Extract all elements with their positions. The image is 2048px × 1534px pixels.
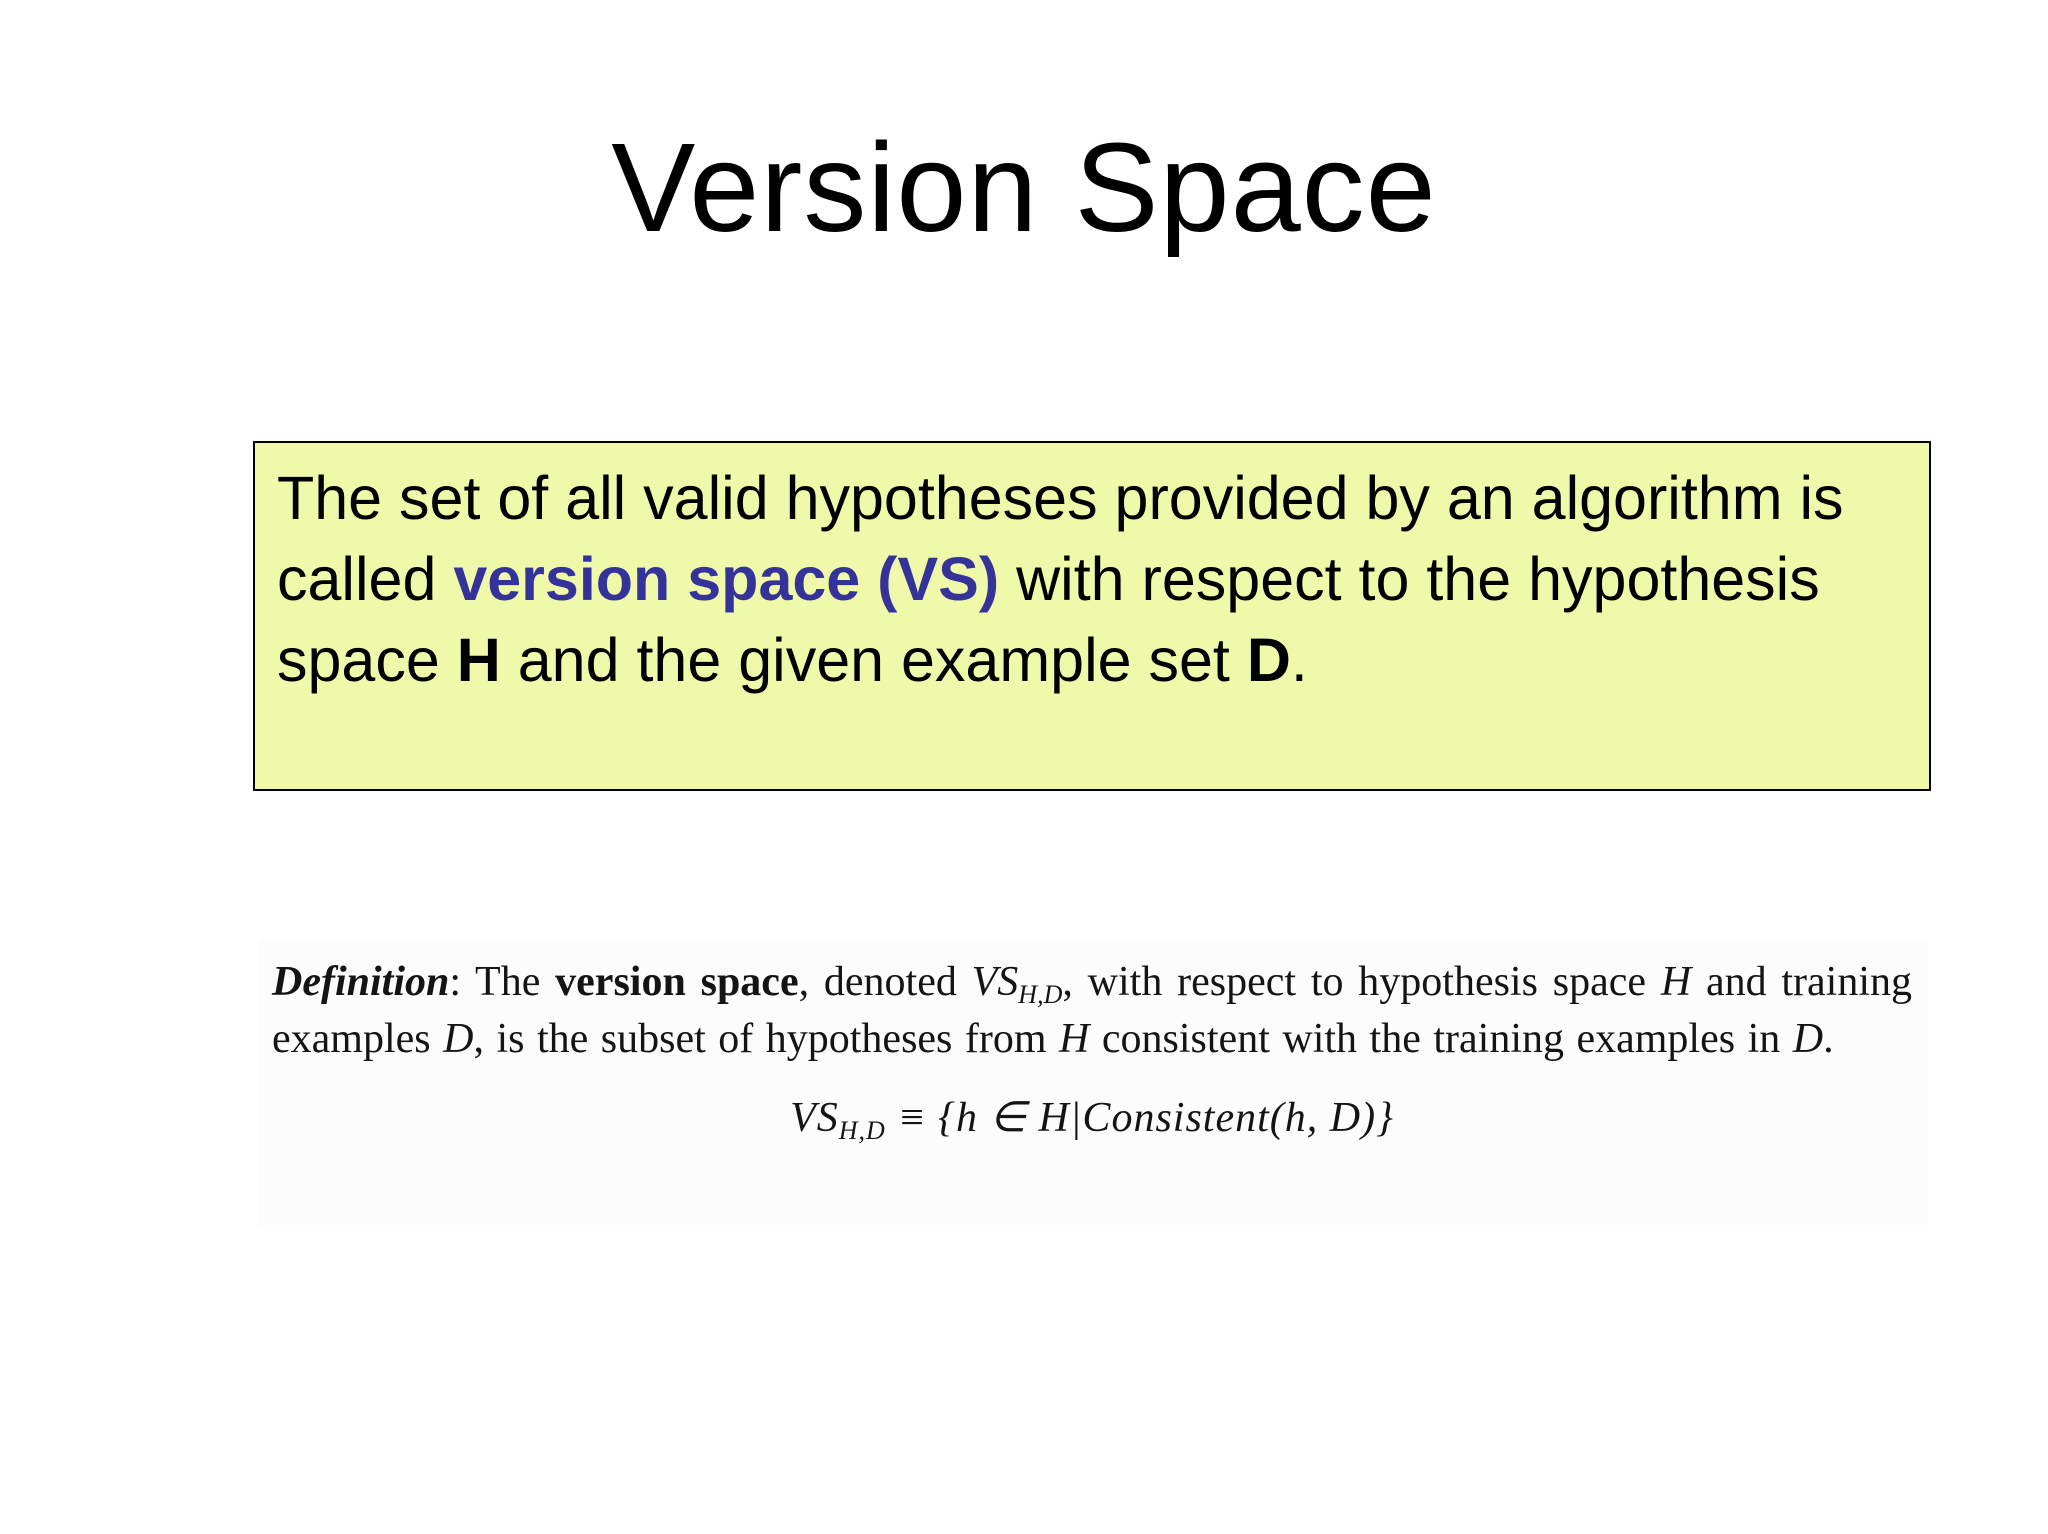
callout-symbol-d: D xyxy=(1246,626,1291,694)
version-space-callout xyxy=(253,441,1931,791)
definition-excerpt xyxy=(258,940,1928,1226)
definition-text-part: : The xyxy=(449,959,556,1005)
definition-text-part: . xyxy=(1823,1016,1834,1062)
definition-term: version space xyxy=(555,959,799,1005)
version-space-formula xyxy=(272,1090,1912,1147)
slide-title: Version Space xyxy=(611,117,1437,258)
formula-rhs: ≡ {h ∈ H|Consistent(h, D)} xyxy=(885,1095,1394,1141)
callout-highlight-term: version space (VS) xyxy=(453,545,1000,613)
definition-text-part: , denoted xyxy=(798,959,972,1005)
math-h: H xyxy=(1059,1016,1090,1062)
callout-symbol-h: H xyxy=(456,626,501,694)
definition-text-part: consistent with the training examples in xyxy=(1089,1016,1793,1062)
definition-text xyxy=(272,954,1912,1068)
formula-lhs: VS xyxy=(790,1095,839,1141)
callout-text-3: and the given example set xyxy=(500,626,1247,694)
math-h: H xyxy=(1660,959,1692,1005)
formula-lhs-subscript: H,D xyxy=(838,1116,886,1145)
callout-text-1: The set of all valid hypotheses provided by an algorithm is called xyxy=(277,464,1844,613)
math-d: D xyxy=(1792,1016,1824,1062)
definition-text-part: , with respect to hypothesis space xyxy=(1062,959,1661,1005)
definition-label: Definition xyxy=(272,959,450,1005)
callout-text-2: with respect to the hypothesis space xyxy=(277,545,1820,694)
callout-text-4: . xyxy=(1290,626,1308,694)
definition-text-part: , is the subset of hypotheses from xyxy=(473,1016,1060,1062)
definition-text-part: and training examples xyxy=(272,959,1913,1062)
vs-symbol xyxy=(971,959,1063,1009)
math-d: D xyxy=(443,1016,474,1062)
vs-symbol-base: VS xyxy=(971,959,1019,1005)
vs-symbol-subscript: H,D xyxy=(1018,980,1063,1009)
